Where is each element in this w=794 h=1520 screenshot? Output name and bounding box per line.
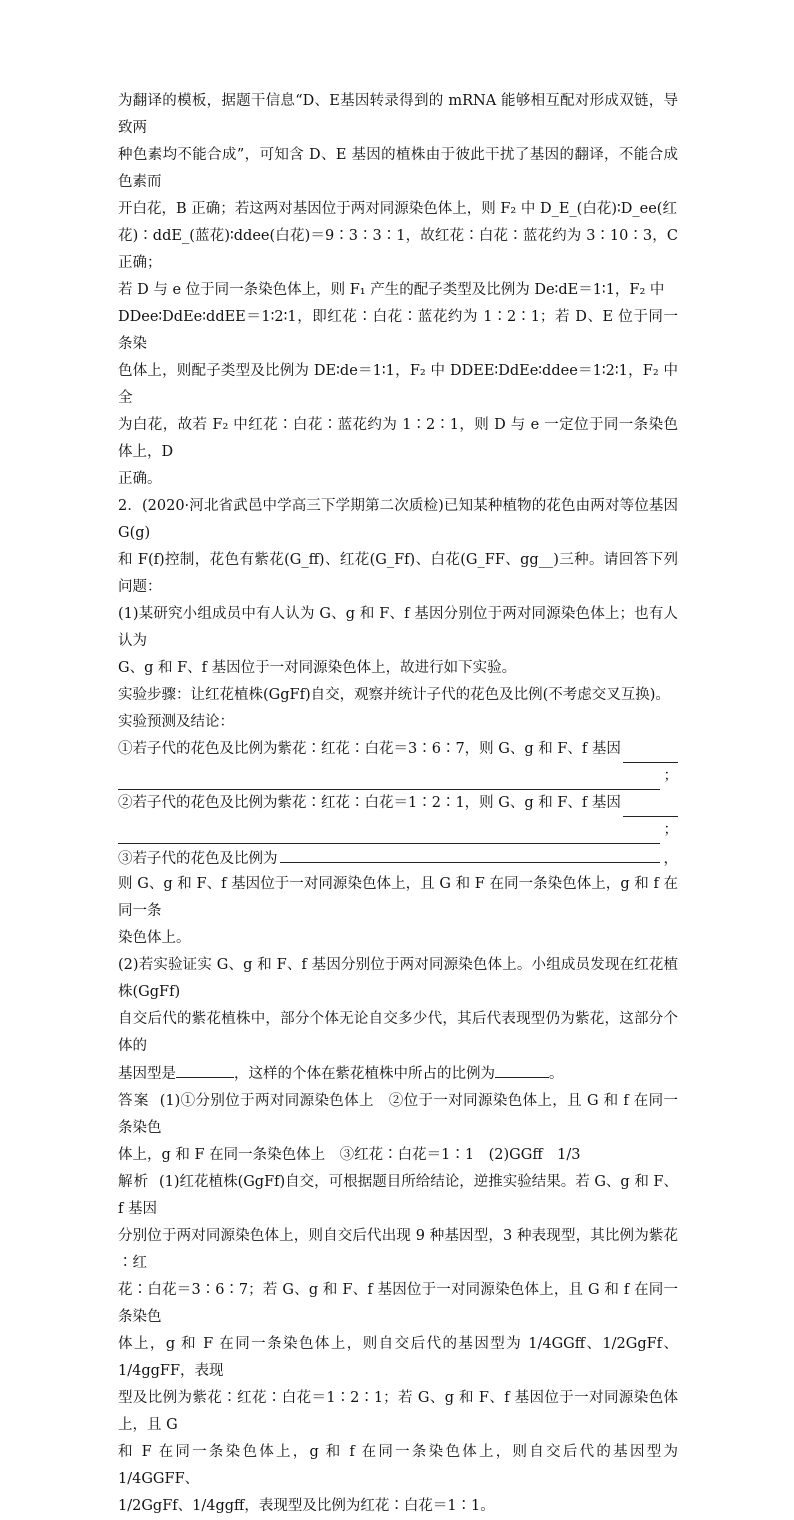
question-line: (1)某研究小组成员中有人认为 G、g 和 F、f 基因分别位于两对同源染色体上；也有人认为 — [118, 606, 678, 649]
text-line: 色体上，则配子类型及比例为 DE∶de＝1∶1，F₂ 中 DDEE∶DdEe∶ddee＝1∶2∶1，F₂ 中全 — [118, 363, 678, 406]
prediction-1-text: ①若子代的花色及比例为紫花∶红花∶白花＝3∶6∶7，则 G、g 和 F、f 基因 — [118, 741, 621, 757]
prediction-1-continuation — [118, 763, 678, 790]
analysis-line — [118, 1169, 678, 1223]
answer-line — [118, 1088, 678, 1142]
part2-text-b: ，这样的个体在紫花植株中所占的比例为 — [234, 1066, 495, 1082]
text-line: 若 D 与 e 位于同一条染色体上，则 F₁ 产生的配子类型及比例为 De∶dE＝1∶1，F₂ 中 — [118, 282, 665, 298]
answer-blank[interactable] — [118, 771, 660, 790]
text-line: 开白花，B 正确；若这两对基因位于两对同源染色体上，则 F₂ 中 D_E_(白花)∶D_ee(红 — [118, 201, 677, 217]
ratio-blank[interactable] — [495, 1060, 549, 1078]
analysis-line: 体上，g 和 F 在同一条染色体上，则自交后代的基因型为 1/4GGff、1/2GgFf、1/4ggFF，表现 — [118, 1336, 678, 1379]
question-line: G、g 和 F、f 基因位于一对同源染色体上，故进行如下实验。 — [118, 660, 517, 676]
prediction-2 — [118, 790, 678, 817]
semicolon: ； — [663, 822, 678, 838]
prediction-2-text: ②若子代的花色及比例为紫花∶红花∶白花＝1∶2∶1，则 G、g 和 F、f 基因 — [118, 795, 621, 811]
analysis-text: (1)红花植株(GgFf)自交，可根据题目所给结论，逆推实验结果。若 G、g 和 F、f 基因 — [118, 1174, 679, 1217]
text-line: DDee∶DdEe∶ddEE＝1∶2∶1，即红花∶白花∶蓝花约为 1∶2∶1；若 D、E 位于同一条染 — [118, 309, 678, 352]
answer-blank[interactable] — [280, 844, 660, 863]
analysis-line: 1/2GgFf、1/4ggff，表现型及比例为红花∶白花＝1∶1。 — [118, 1498, 495, 1514]
answer-text: (1)①分别位于两对同源染色体上 ②位于一对同源染色体上，且 G 和 f 在同一条染色 — [118, 1093, 678, 1136]
prediction-1 — [118, 736, 678, 763]
analysis-line: 分别位于两对同源染色体上，则自交后代出现 9 种基因型，3 种表现型，其比例为紫花∶红 — [118, 1228, 678, 1271]
question-line: 则 G、g 和 F、f 基因位于一对同源染色体上，且 G 和 F 在同一条染色体上，g 和 f 在同一条 — [118, 876, 678, 919]
question-line: 和 F(f)控制，花色有紫花(G_ff)、红花(G_Ff)、白花(G_FF、gg__)三种。请回答下列问题： — [118, 552, 678, 595]
question-line: 染色体上。 — [118, 930, 191, 946]
part2-text-a: 基因型是 — [118, 1066, 176, 1082]
answer-line: 体上，g 和 F 在同一条染色体上 ③红花∶白花＝1∶1 (2)GGff 1/3 — [118, 1147, 581, 1163]
analysis-line: 型及比例为紫花∶红花∶白花＝1∶2∶1；若 G、g 和 F、f 基因位于一对同源染色体上，且 G — [118, 1390, 678, 1433]
question-line: (2)若实验证实 G、g 和 F、f 基因分别位于两对同源染色体上。小组成员发现在红花植株(GgFf) — [118, 957, 678, 1000]
comma: ， — [663, 851, 678, 867]
question-line: 自交后代的紫花植株中，部分个体无论自交多少代，其后代表现型仍为紫花，这部分个体的 — [118, 1011, 678, 1054]
analysis-line: 花∶白花＝3∶6∶7；若 G、g 和 F、f 基因位于一对同源染色体上，且 G 和 f 在同一条染色 — [118, 1282, 678, 1325]
answer-blank[interactable] — [118, 825, 660, 844]
question-line: 实验预测及结论： — [118, 714, 234, 730]
text-line: 为翻译的模板，据题干信息“D、E基因转录得到的 mRNA 能够相互配对形成双链，导致两 — [118, 93, 678, 136]
question-line: 2．(2020·河北省武邑中学高三下学期第二次质检)已知某种植物的花色由两对等位基因 G(g) — [118, 498, 678, 541]
semicolon: ； — [663, 768, 678, 784]
question-line: 实验步骤：让红花植株(GgFf)自交，观察并统计子代的花色及比例(不考虑交叉互换)。 — [118, 687, 670, 703]
answer-label: 答案 — [118, 1093, 150, 1109]
document-page — [118, 88, 678, 1520]
prediction-3 — [118, 844, 678, 871]
text-line: 种色素均不能合成”，可知含 D、E 基因的植株由于彼此干扰了基因的翻译，不能合成色素而 — [118, 147, 678, 190]
text-line: 为白花，故若 F₂ 中红花∶白花∶蓝花约为 1∶2∶1，则 D 与 e 一定位于同一条染色体上，D — [118, 417, 678, 460]
prediction-2-continuation — [118, 817, 678, 844]
part2-text-c: 。 — [549, 1066, 564, 1082]
genotype-blank[interactable] — [176, 1060, 234, 1078]
analysis-label: 解析 — [118, 1174, 150, 1190]
analysis-line: 和 F 在同一条染色体上，g 和 f 在同一条染色体上，则自交后代的基因型为 1/4GGFF、 — [118, 1444, 678, 1487]
text-line: 正确。 — [118, 471, 162, 487]
answer-blank[interactable] — [623, 798, 678, 817]
question-line — [118, 1060, 678, 1088]
text-line: 花)∶ddE_(蓝花)∶ddee(白花)＝9∶3∶3∶1，故红花∶白花∶蓝花约为 3∶10∶3，C 正确； — [118, 228, 678, 271]
prediction-3-text: ③若子代的花色及比例为 — [118, 851, 278, 867]
answer-blank[interactable] — [623, 744, 678, 763]
